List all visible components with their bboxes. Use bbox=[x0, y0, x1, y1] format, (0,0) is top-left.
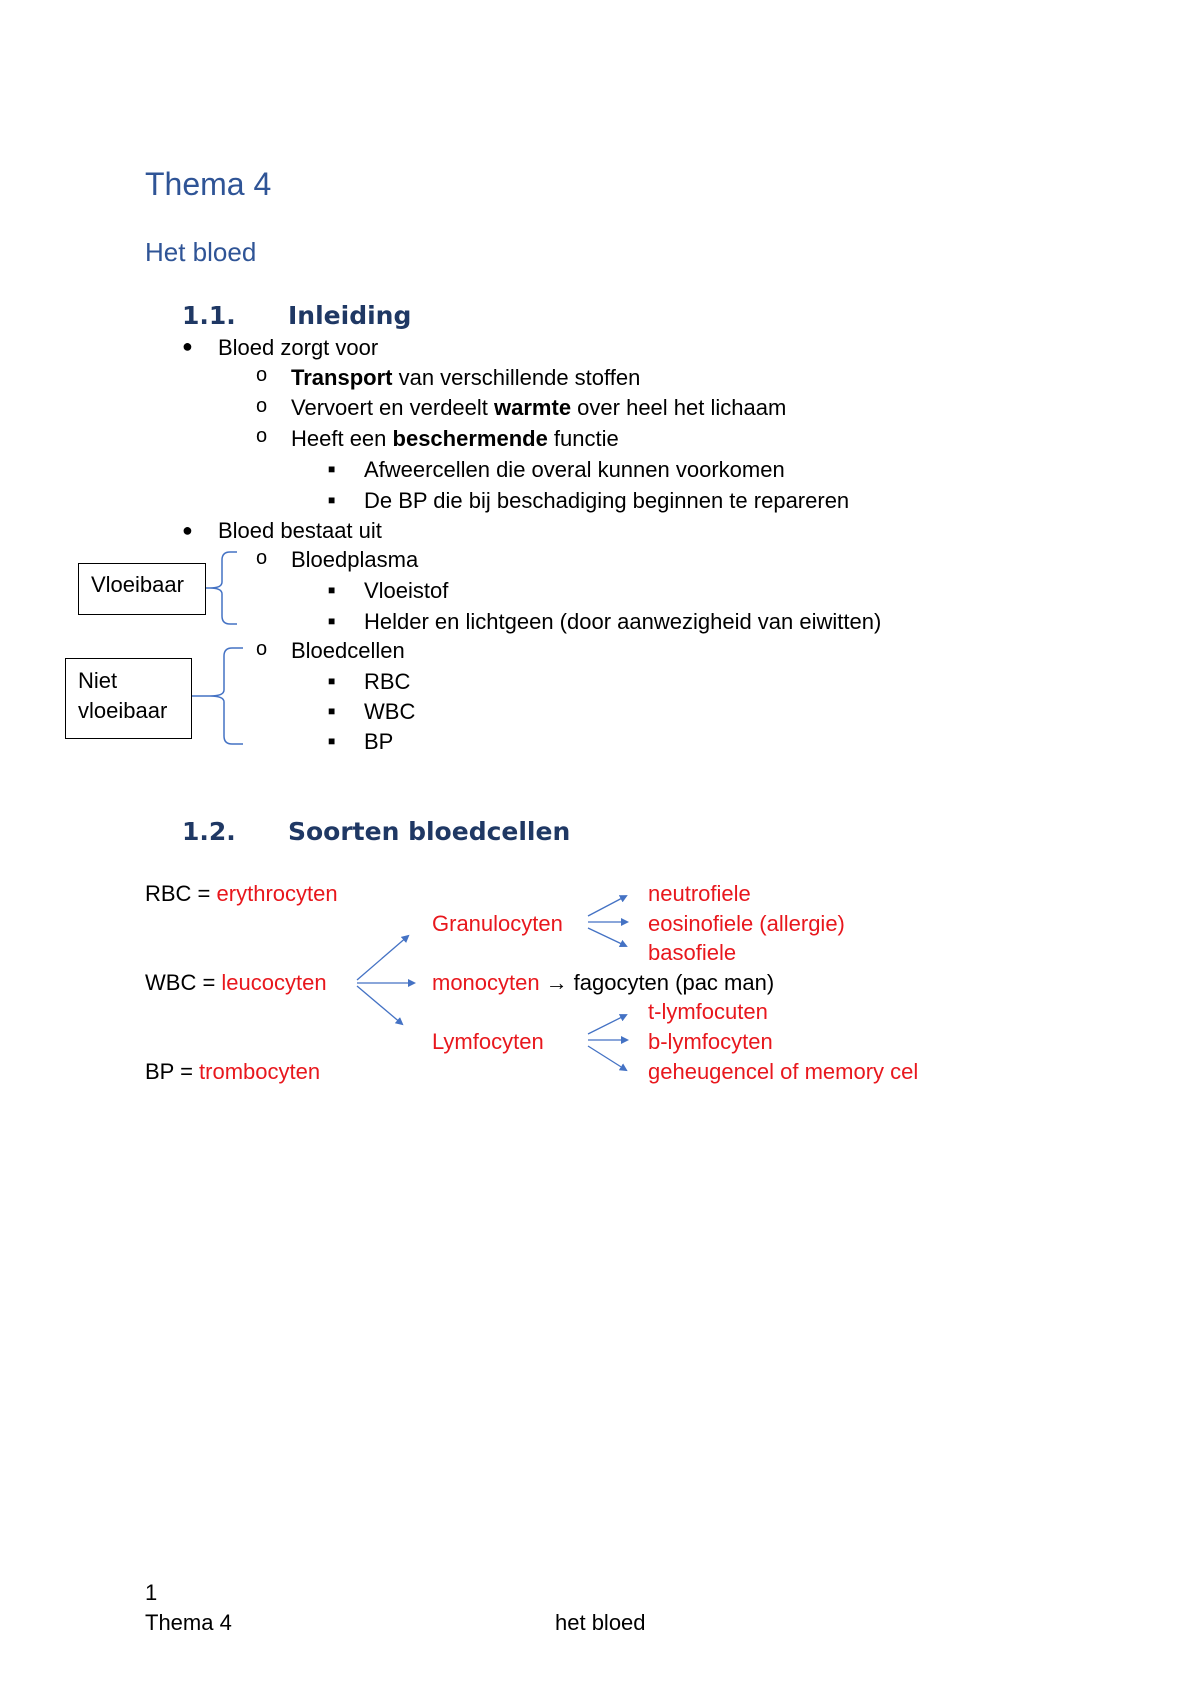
beschermende-post: functie bbox=[547, 426, 619, 451]
document-subtitle: Het bloed bbox=[145, 237, 257, 267]
rbc-value: erythrocyten bbox=[216, 881, 338, 906]
item-rbc: RBC bbox=[364, 669, 411, 694]
bullet-bloed-bestaat-uit: Bloed bestaat uit bbox=[218, 518, 382, 543]
section-number-1-1: 1.1. bbox=[182, 301, 236, 330]
footer-center: het bloed bbox=[555, 1610, 646, 1635]
warmte-pre: Vervoert en verdeelt bbox=[291, 395, 495, 420]
document-title: Thema 4 bbox=[145, 166, 272, 202]
bp-value: trombocyten bbox=[199, 1059, 321, 1084]
bold-transport: Transport bbox=[291, 365, 393, 390]
section-heading-inleiding: Inleiding bbox=[288, 301, 412, 330]
warmte-post: over heel het lichaam bbox=[571, 395, 787, 420]
rbc-label: RBC = bbox=[145, 881, 217, 906]
granulo-type-neutrofiele: neutrofiele bbox=[648, 881, 751, 906]
arrow-right-icon: → bbox=[545, 970, 568, 995]
box-vloeibaar-label: Vloeibaar bbox=[91, 572, 184, 597]
box-vloeibaar2-label: vloeibaar bbox=[78, 698, 168, 723]
square-bullet-icon: ■ bbox=[328, 583, 336, 597]
granulo-type-basofiele: basofiele bbox=[648, 940, 737, 965]
lymfocyten-label: Lymfocyten bbox=[432, 1029, 544, 1054]
item-bloedplasma: Bloedplasma bbox=[291, 547, 419, 572]
bold-beschermende: beschermende bbox=[392, 426, 548, 451]
square-bullet-icon: ■ bbox=[328, 493, 336, 507]
lympho-type-b: b-lymfocyten bbox=[648, 1029, 773, 1054]
section-heading-soorten-bloedcellen: Soorten bloedcellen bbox=[288, 817, 571, 846]
arrow-to-memory-cel bbox=[588, 1046, 626, 1070]
item-bp: BP bbox=[364, 729, 394, 754]
square-bullet-icon: ■ bbox=[328, 614, 336, 628]
page-number: 1 bbox=[145, 1580, 158, 1605]
section-number-1-2: 1.2. bbox=[182, 817, 236, 846]
bp-label: BP = bbox=[145, 1059, 200, 1084]
arrow-to-t-lymfocuten bbox=[588, 1015, 626, 1034]
lympho-type-memory: geheugencel of memory cel bbox=[648, 1059, 919, 1084]
fagocyten-label: fagocyten (pac man) bbox=[573, 970, 775, 995]
bullet-icon: ● bbox=[182, 520, 193, 540]
beschermende-pre: Heeft een bbox=[291, 426, 393, 451]
circle-bullet-icon: o bbox=[256, 638, 268, 660]
item-bp-repareren: De BP die bij beschadiging beginnen te repareren bbox=[364, 488, 850, 513]
arrow-to-basofiele bbox=[588, 928, 626, 946]
item-wbc: WBC bbox=[364, 699, 416, 724]
transport-rest: van verschillende stoffen bbox=[392, 365, 641, 390]
arrow-to-granulocyten bbox=[357, 936, 408, 980]
brace-vloeibaar bbox=[210, 552, 237, 624]
square-bullet-icon: ■ bbox=[328, 704, 336, 718]
circle-bullet-icon: o bbox=[256, 547, 268, 569]
arrow-to-lymfocyten bbox=[357, 986, 402, 1024]
footer-left: Thema 4 bbox=[145, 1610, 232, 1635]
brace-niet-vloeibaar bbox=[210, 648, 243, 744]
circle-bullet-icon: o bbox=[256, 395, 268, 417]
arrow-to-neutrofiele bbox=[588, 896, 626, 916]
wbc-label: WBC = bbox=[145, 970, 222, 995]
item-vloeistof: Vloeistof bbox=[364, 578, 449, 603]
circle-bullet-icon: o bbox=[256, 364, 268, 386]
lympho-type-t: t-lymfocuten bbox=[648, 999, 768, 1024]
circle-bullet-icon: o bbox=[256, 425, 268, 447]
bold-warmte: warmte bbox=[494, 395, 572, 420]
square-bullet-icon: ■ bbox=[328, 734, 336, 748]
granulo-type-eosinofiele: eosinofiele (allergie) bbox=[648, 911, 845, 936]
wbc-value: leucocyten bbox=[221, 970, 327, 995]
bullet-icon: ● bbox=[182, 336, 193, 356]
box-niet-label: Niet bbox=[78, 668, 118, 693]
monocyten-label: monocyten bbox=[432, 970, 540, 995]
item-afweercellen: Afweercellen die overal kunnen voorkomen bbox=[364, 457, 785, 482]
granulocyten-label: Granulocyten bbox=[432, 911, 563, 936]
item-helder: Helder en lichtgeen (door aanwezigheid van eiwitten) bbox=[364, 609, 882, 634]
square-bullet-icon: ■ bbox=[328, 462, 336, 476]
square-bullet-icon: ■ bbox=[328, 674, 336, 688]
item-bloedcellen: Bloedcellen bbox=[291, 638, 405, 663]
bullet-bloed-zorgt-voor: Bloed zorgt voor bbox=[218, 335, 379, 360]
